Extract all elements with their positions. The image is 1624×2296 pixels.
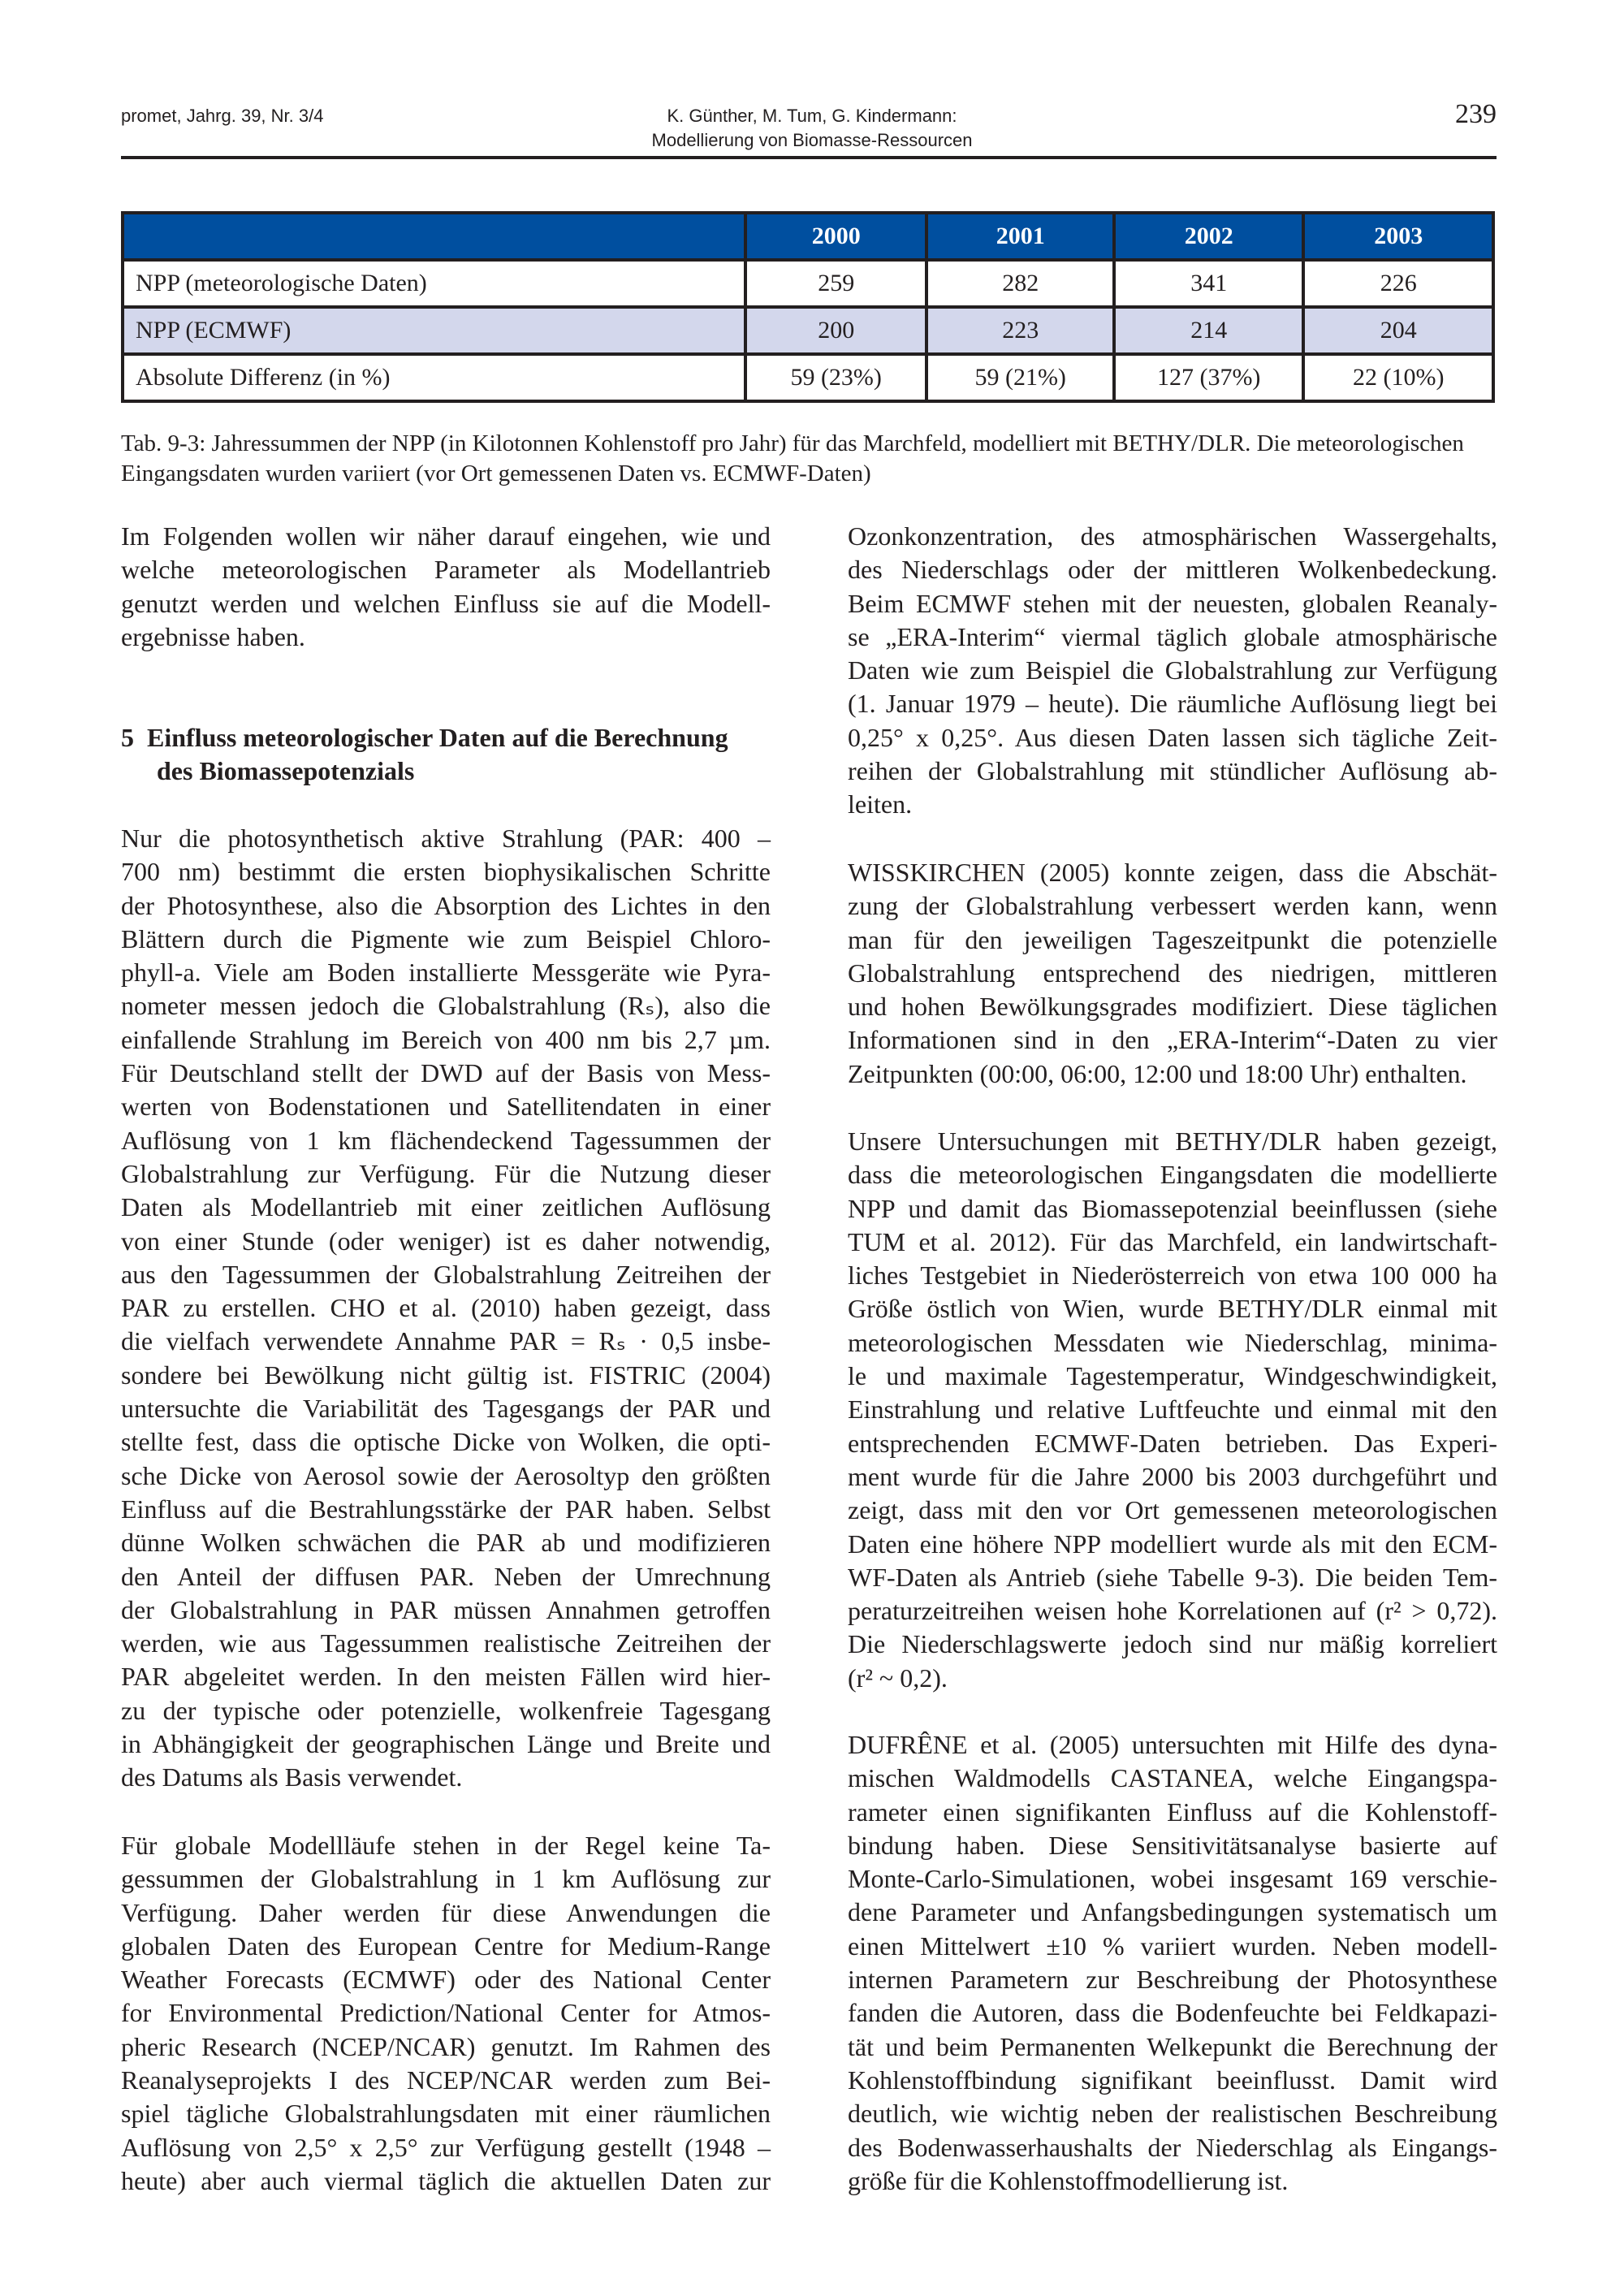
header-rule (121, 156, 1497, 159)
text-line: man für den jeweiligen Tageszeitpunkt die potenzielle (848, 924, 1497, 954)
text-line: Daten wie zum Beispiel die Globalstrahlung zur Verfügung (848, 655, 1497, 685)
text-line: genutzt werden und welchen Einfluss sie auf die Modell- (121, 588, 771, 618)
text-line: Daten als Modellantrieb mit einer zeitlichen Auflösung (121, 1192, 771, 1222)
text-line: Einstrahlung und relative Luftfeuchte und einmal mit den (848, 1394, 1497, 1425)
text-line: die vielfach verwendete Annahme PAR = Rₛ · 0,5 insbe- (121, 1326, 771, 1356)
text-line: welche meteorologischen Parameter als Modellantrieb (121, 555, 771, 585)
text-line: werten von Bodenstationen und Satellitendaten in einer (121, 1092, 771, 1122)
text-line: WISSKIRCHEN (2005) konnte zeigen, dass die Abschät- (848, 858, 1497, 887)
text-line: 700 nm) bestimmt die ersten biophysikalischen Schritte (121, 857, 771, 887)
text-line: (1. Januar 1979 – heute). Die räumliche Auflösung liegt bei (848, 689, 1497, 719)
text-line: Beim ECMWF stehen mit der neuesten, globalen Reanaly- (848, 588, 1497, 618)
table-cell: 259 (745, 260, 927, 307)
text-line: tät und beim Permanenten Welkepunkt die Berechnung der (848, 2031, 1497, 2061)
paragraph (848, 520, 1497, 822)
text-line: der Photosynthese, also die Absorption des Lichtes in den (121, 890, 771, 920)
section-number: 5 (121, 723, 134, 752)
text-line: meteorologischen Messdaten wie Niederschlag, minima- (848, 1327, 1497, 1357)
text-line: des Datums als Basis verwendet. (121, 1762, 463, 1792)
table-cell: 282 (926, 260, 1114, 307)
text-line: ergebnisse haben. (121, 621, 305, 651)
text-line: spiel tägliche Globalstrahlungsdaten mit einer räumlichen (121, 2099, 771, 2129)
text-line: größe für die Kohlenstoffmodellierung ist. (848, 2165, 1289, 2195)
text-line: Einfluss auf die Bestrahlungsstärke der PAR haben. Selbst (121, 1494, 771, 1524)
text-line: Für globale Modellläufe stehen in der Regel keine Ta- (121, 1831, 771, 1860)
text-line: liches Testgebiet in Niederösterreich von etwa 100 000 ha (848, 1260, 1497, 1291)
text-line: dünne Wolken schwächen die PAR ab und modifizieren (121, 1528, 771, 1558)
table-header-cell: 2002 (1114, 213, 1304, 260)
text-line: Auflösung von 1 km flächendeckend Tagessummen der (121, 1125, 771, 1155)
text-line: dene Parameter und Anfangsbedingungen systematisch um (848, 1897, 1497, 1927)
row-label: NPP (ECMWF) (123, 307, 745, 354)
text-line: Im Folgenden wollen wir näher darauf eingehen, wie und (121, 521, 771, 551)
text-line: Monte-Carlo-Simulationen, wobei insgesamt 169 verschie- (848, 1864, 1497, 1894)
text-line: DUFRÊNE et al. (2005) untersuchten mit Hilfe des dyna- (848, 1730, 1497, 1759)
text-line: Die Niederschlagswerte jedoch sind nur mäßig korreliert (848, 1629, 1497, 1659)
table-header-cell: 2000 (745, 213, 927, 260)
text-line: rameter einen signifikanten Einfluss auf die Kohlenstoff- (848, 1797, 1497, 1827)
text-line: Nur die photosynthetisch aktive Strahlung (PAR: 400 – (121, 824, 771, 853)
table-row (123, 354, 1493, 401)
table-cell: 200 (745, 307, 927, 354)
text-line: Blättern durch die Pigmente wie zum Beispiel Chloro- (121, 923, 771, 953)
text-line: PAR zu erstellen. CHO et al. (2010) haben gezeigt, dass (121, 1293, 771, 1323)
text-line: sondere bei Bewölkung nicht gültig ist. FISTRIC (2004) (121, 1360, 771, 1390)
text-line: des Niederschlags oder der mittleren Wolkenbedeckung. (848, 555, 1497, 585)
paragraph (121, 520, 771, 654)
text-line: werden, wie aus Tagessummen realistische Zeitreihen der (121, 1628, 771, 1658)
text-line: le und maximale Tagestemperatur, Windgeschwindigkeit, (848, 1361, 1497, 1391)
text-line: deutlich, wie wichtig neben der realistischen Beschreibung (848, 2099, 1497, 2129)
text-line: ment wurde für die Jahre 2000 bis 2003 durchgeführt und (848, 1461, 1497, 1491)
running-title (568, 104, 1056, 153)
text-line: leiten. (848, 789, 913, 819)
table-cell: 341 (1114, 260, 1304, 307)
text-line: internen Parametern zur Beschreibung der Photosynthese (848, 1965, 1497, 1995)
text-line: Informationen sind in den „ERA-Interim“-Daten zu vier (848, 1025, 1497, 1055)
text-line: Für Deutschland stellt der DWD auf der Basis von Mess- (121, 1058, 771, 1088)
text-line: mischen Waldmodells CASTANEA, welche Eingangspa- (848, 1763, 1497, 1793)
table-header-cell: 2003 (1303, 213, 1493, 260)
paragraph (121, 822, 771, 1795)
text-line: Reanalyseprojekts I des NCEP/NCAR werden zum Bei- (121, 2065, 771, 2095)
text-line: heute) aber auch viermal täglich die aktuellen Daten zur (121, 2165, 771, 2195)
text-line: for Environmental Prediction/National Center for Atmos- (121, 1998, 771, 2028)
section-heading (121, 721, 771, 789)
text-line: se „ERA-Interim“ viermal täglich globale atmosphärische (848, 621, 1497, 651)
paragraph (848, 856, 1497, 1091)
text-line: Globalstrahlung entsprechend des niedrigen, mittleren (848, 958, 1497, 988)
text-line: Zeitpunkten (00:00, 06:00, 12:00 und 18:00 Uhr) enthalten. (848, 1058, 1467, 1088)
text-line: reihen der Globalstrahlung mit stündlicher Auflösung ab- (848, 756, 1497, 786)
text-line: und hohen Bewölkungsgrades modifiziert. Diese täglichen (848, 992, 1497, 1022)
text-line: der Globalstrahlung in PAR müssen Annahmen getroffen (121, 1594, 771, 1624)
table-cell: 127 (37%) (1114, 354, 1304, 401)
text-line: von einer Stunde (oder weniger) ist es daher notwendig, (121, 1226, 771, 1256)
text-line: peraturzeitreihen weisen hohe Korrelationen auf (r² > 0,72). (848, 1596, 1497, 1626)
table-cell: 204 (1303, 307, 1493, 354)
paragraph (848, 1728, 1497, 2198)
text-line: Globalstrahlung zur Verfügung. Für die Nutzung dieser (121, 1158, 771, 1188)
table-cell: 223 (926, 307, 1114, 354)
text-line: aus den Tagessummen der Globalstrahlung Zeitreihen der (121, 1259, 771, 1289)
authors: K. Günther, M. Tum, G. Kindermann: (667, 106, 957, 126)
text-line: zu der typische oder potenzielle, wolkenfreie Tagesgang (121, 1695, 771, 1725)
table-row (123, 307, 1493, 354)
text-line: Daten eine höhere NPP modelliert wurde als mit den ECM- (848, 1529, 1497, 1559)
table-cell: 22 (10%) (1303, 354, 1493, 401)
text-line: bindung haben. Diese Sensitivitätsanalyse basierte auf (848, 1830, 1497, 1860)
table-caption: Tab. 9-3: Jahressummen der NPP (in Kilotonnen Kohlenstoff pro Jahr) für das Marchfeld, modelliert mit BETHY/DLR. Die meteorologischen Eingangsdaten wurden variiert (vor Ort gemessenen Daten vs. ECMWF-Daten) (121, 430, 1464, 486)
table-cell: 214 (1114, 307, 1304, 354)
table-header-cell: 2001 (926, 213, 1114, 260)
text-line: den Anteil der diffusen PAR. Neben der Umrechnung (121, 1561, 771, 1591)
text-line: PAR abgeleitet werden. In den meisten Fällen wird hier- (121, 1662, 771, 1692)
table-cell: 59 (23%) (745, 354, 927, 401)
text-line: pheric Research (NCEP/NCAR) genutzt. Im Rahmen des (121, 2031, 771, 2061)
text-line: Auflösung von 2,5° x 2,5° zur Verfügung gestellt (1948 – (121, 2132, 771, 2162)
text-line: stellte fest, dass die optische Dicke von Wolken, die opti- (121, 1427, 771, 1457)
row-label: Absolute Differenz (in %) (123, 354, 745, 401)
text-line: WF-Daten als Antrieb (siehe Tabelle 9-3). Die beiden Tem- (848, 1562, 1497, 1592)
text-line: einfallende Strahlung im Bereich von 400 nm bis 2,7 µm. (121, 1024, 771, 1054)
paragraph (848, 1125, 1497, 1695)
article-title: Modellierung von Biomasse-Ressourcen (651, 130, 973, 150)
table-header-cell (123, 213, 745, 260)
section-title-line1: Einfluss meteorologischer Daten auf die Berechnung (147, 723, 728, 752)
npp-table (121, 211, 1495, 403)
text-line: in Abhängigkeit der geographischen Länge und Breite und (121, 1729, 771, 1759)
text-line: gessummen der Globalstrahlung in 1 km Auflösung zur (121, 1864, 771, 1894)
text-line: Weather Forecasts (ECMWF) oder des National Center (121, 1965, 771, 1995)
row-label: NPP (meteorologische Daten) (123, 260, 745, 307)
paragraph (121, 1829, 771, 2198)
text-line: fanden die Autoren, dass die Bodenfeuchte bei Feldkapazi- (848, 1998, 1497, 2028)
section-title-line2: des Biomassepotenzials (157, 756, 415, 786)
table-header-row (123, 213, 1493, 260)
journal-info: promet, Jahrg. 39, Nr. 3/4 (121, 106, 324, 126)
text-line: phyll-a. Viele am Boden installierte Messgeräte wie Pyra- (121, 958, 771, 988)
text-line: Größe östlich von Wien, wurde BETHY/DLR einmal mit (848, 1294, 1497, 1324)
text-line: nometer messen jedoch die Globalstrahlung (Rₛ), also die (121, 991, 771, 1021)
text-line: sche Dicke von Aerosol sowie der Aerosoltyp den größten (121, 1460, 771, 1490)
text-line: TUM et al. 2012). Für das Marchfeld, ein landwirtschaft- (848, 1226, 1497, 1256)
text-line: 0,25° x 0,25°. Aus diesen Daten lassen sich tägliche Zeit- (848, 722, 1497, 752)
table-cell: 59 (21%) (926, 354, 1114, 401)
table-row (123, 260, 1493, 307)
text-line: globalen Daten des European Centre for Medium-Range (121, 1931, 771, 1961)
table-cell: 226 (1303, 260, 1493, 307)
text-line: NPP und damit das Biomassepotenzial beeinflussen (siehe (848, 1193, 1497, 1223)
text-line: zeigt, dass mit den vor Ort gemessenen meteorologischen (848, 1495, 1497, 1525)
text-line: einen Mittelwert ±10 % variiert wurden. Neben modell- (848, 1931, 1497, 1961)
text-line: dass die meteorologischen Eingangsdaten die modellierte (848, 1160, 1497, 1190)
page-number: 239 (1455, 99, 1497, 129)
text-line: Kohlenstoffbindung signifikant beeinflusst. Damit wird (848, 2065, 1497, 2095)
text-line: Unsere Untersuchungen mit BETHY/DLR haben gezeigt, (848, 1126, 1497, 1156)
text-line: Ozonkonzentration, des atmosphärischen Wassergehalts, (848, 521, 1497, 551)
text-line: (r² ~ 0,2). (848, 1663, 948, 1693)
text-line: zung der Globalstrahlung verbessert werden kann, wenn (848, 891, 1497, 921)
text-line: Verfügung. Daher werden für diese Anwendungen die (121, 1897, 771, 1927)
text-line: des Bodenwasserhaushalts der Niederschlag als Eingangs- (848, 2132, 1497, 2162)
text-line: untersuchte die Variabilität des Tagesgangs der PAR und (121, 1394, 771, 1424)
text-line: entsprechenden ECMWF-Daten betrieben. Das Experi- (848, 1428, 1497, 1458)
